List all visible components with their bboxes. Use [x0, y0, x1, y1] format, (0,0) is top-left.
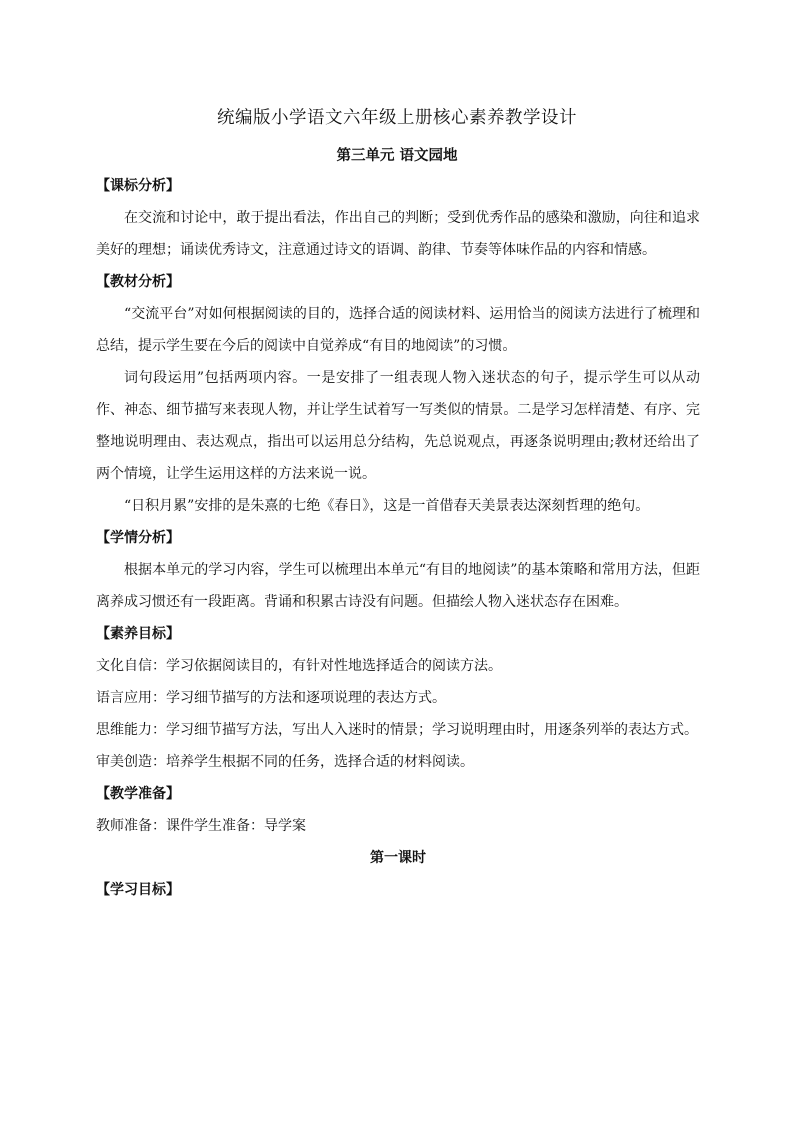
section-heading-preparation: 【教学准备】	[96, 786, 180, 802]
lesson-title: 第一课时	[370, 850, 426, 866]
section-heading-textbook: 【教材分析】	[96, 274, 180, 290]
section-heading-learning-goals: 【学习目标】	[96, 882, 180, 898]
teacher-preparation: 教师准备：课件	[96, 818, 194, 834]
goal-thinking: 思维能力：学习细节描写方法，写出人入迷时的情景；学习说明理由时，用逐条列举的表达方式。	[96, 722, 698, 738]
document-subtitle: 第三单元 语文园地	[336, 147, 458, 164]
document-body	[96, 170, 700, 906]
section-heading-goals: 【素养目标】	[96, 626, 180, 642]
student-preparation: 学生准备：导学案	[194, 818, 306, 834]
textbook-paragraph-1: “交流平台”对如何根据阅读的目的，选择合适的阅读材料、运用恰当的阅读方法进行了梳理和总结，提示学生要在今后的阅读中自觉养成“有目的地阅读”的习惯。	[96, 306, 700, 354]
textbook-paragraph-2: 词句段运用”包括两项内容。一是安排了一组表现人物入迷状态的句子，提示学生可以从动作、神态、细节描写来表现人物，并让学生试着写一写类似的情景。二是学习怎样清楚、有序、完整地说明理由、表达观点，指出可以运用总分结构，先总说观点，再逐条说明理由;教材还给出了两个情境，让学生运用这样的方法来说一说。	[96, 370, 700, 482]
goal-aesthetic: 审美创造：培养学生根据不同的任务，选择合适的材料阅读。	[96, 754, 474, 770]
textbook-paragraph-3: “日积月累”安排的是朱熹的七绝《春日》，这是一首借春天美景表达深刻哲理的绝句。	[124, 498, 650, 514]
goal-cultural-confidence: 文化自信：学习依据阅读目的，有针对性地选择适合的阅读方法。	[96, 658, 502, 674]
students-paragraph: 根据本单元的学习内容，学生可以梳理出本单元“有目的地阅读”的基本策略和常用方法，但距离养成习惯还有一段距离。背诵和积累古诗没有问题。但描绘人物入迷状态存在困难。	[96, 562, 700, 610]
goal-language-use: 语言应用：学习细节描写的方法和逐项说理的表达方式。	[96, 690, 446, 706]
section-heading-students: 【学情分析】	[96, 530, 180, 546]
preparation-line	[96, 810, 700, 842]
curriculum-paragraph: 在交流和讨论中，敢于提出看法，作出自己的判断；受到优秀作品的感染和激励，向往和追求美好的理想；诵读优秀诗文，注意通过诗文的语调、韵律、节奏等体味作品的内容和情感。	[96, 210, 700, 258]
section-heading-curriculum: 【课标分析】	[96, 178, 180, 194]
document-title: 统编版小学语文六年级上册核心素养教学设计	[217, 108, 577, 128]
